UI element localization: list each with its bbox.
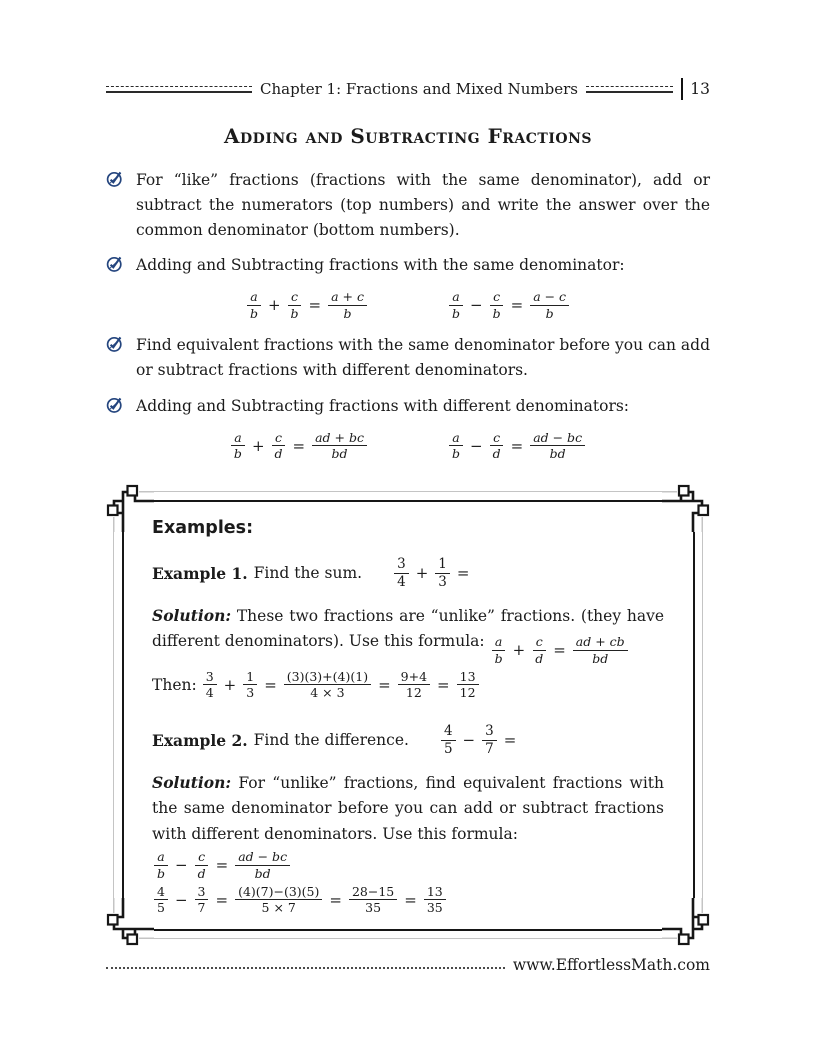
bullet-item-4	[106, 394, 710, 419]
example2-label: Example 2.	[152, 730, 248, 750]
solution-label: Solution:	[152, 772, 232, 792]
check-circle-icon	[106, 396, 124, 419]
example2-prompt: Find the difference.	[253, 731, 409, 750]
bullet-text: Adding and Subtracting fractions with different denominators:	[136, 397, 630, 416]
footer-dotted-rule	[106, 967, 505, 969]
solution-label: Solution:	[152, 605, 232, 625]
example1-prompt: Find the sum.	[253, 564, 363, 583]
bullet-item-3	[106, 333, 710, 383]
example1-formula: $\frac{a}{b}$ + $\frac{c}{d}$ = $\frac{ad + cb}{bd}$	[490, 634, 630, 666]
check-circle-icon	[106, 255, 124, 278]
bullet-item-1	[106, 168, 710, 242]
page-number: 13	[690, 80, 710, 98]
example2-formula-line	[152, 849, 664, 881]
then-label: Then:	[152, 675, 197, 694]
page-header	[106, 78, 710, 100]
bullet-text: For “like” fractions (fractions with the same denominator), add or subtract the numerators (top numbers) and write the answer over the common denominator (bottom numbers).	[136, 171, 710, 239]
example2-solution	[152, 770, 664, 848]
section-title: Adding and Subtracting Fractions	[224, 124, 592, 148]
example2-computation: $\frac{4}{5}$ − $\frac{3}{7}$ = $\frac{(4)(7)-(3)(5)}{5 \times 7}$ = $\frac{28-15}{35}$ = $\frac{13}{35}$	[152, 884, 448, 916]
example1-solution	[152, 603, 664, 667]
example1-problem	[152, 556, 664, 591]
page-footer	[106, 956, 710, 1056]
examples-content	[124, 502, 692, 928]
example2-steps	[152, 884, 664, 916]
example1-computation: $\frac{3}{4}$ + $\frac{1}{3}$ = $\frac{(3)(3)+(4)(1)}{4 \times 3}$ = $\frac{9+4}{12}$ = $\frac{13}{12}$	[201, 669, 481, 701]
formula-like-add: $\frac{a}{b}$ + $\frac{c}{b}$ = $\frac{a + c}{b}$	[245, 289, 369, 321]
solution-text: For “unlike” fractions, find equivalent fractions with the same denominator before you can add or subtract fractions with different denominators. Use this formula:	[152, 773, 664, 843]
bullet-list	[106, 168, 710, 474]
bullet-text: Find equivalent fractions with the same denominator before you can add or subtract fractions with different denominators.	[136, 336, 710, 380]
formula-unlike-add: $\frac{a}{b}$ + $\frac{c}{d}$ = $\frac{ad + bc}{bd}$	[229, 430, 369, 462]
page-number-divider	[681, 78, 684, 100]
check-circle-icon	[106, 170, 124, 242]
header-rule-left	[106, 86, 252, 93]
formula-unlike-sub: $\frac{a}{b}$ − $\frac{c}{d}$ = $\frac{ad - bc}{bd}$	[447, 430, 587, 462]
bullet-text: Adding and Subtracting fractions with the same denominator:	[136, 256, 625, 275]
example1-expression: $\frac{3}{4}$ + $\frac{1}{3}$ =	[392, 556, 474, 591]
bullet-item-2	[106, 253, 710, 278]
example1-label: Example 1.	[152, 563, 248, 583]
different-denominator-formulas	[106, 430, 710, 462]
example1-steps	[152, 669, 664, 701]
solution-text: These two fractions are “unlike” fractions. (they have different denominators). Use this formula:	[152, 606, 664, 651]
formula-like-sub: $\frac{a}{b}$ − $\frac{c}{b}$ = $\frac{a - c}{b}$	[447, 289, 571, 321]
footer-website: www.EffortlessMath.com	[512, 956, 710, 974]
header-rule-right	[586, 86, 673, 93]
check-circle-icon	[106, 335, 124, 383]
examples-heading: Examples:	[152, 518, 254, 539]
examples-box	[106, 484, 710, 946]
chapter-title: Chapter 1: Fractions and Mixed Numbers	[260, 80, 578, 98]
example2-expression: $\frac{4}{5}$ − $\frac{3}{7}$ =	[439, 723, 521, 758]
same-denominator-formulas	[106, 289, 710, 321]
example2-problem	[152, 723, 664, 758]
example2-formula: $\frac{a}{b}$ − $\frac{c}{d}$ = $\frac{ad - bc}{bd}$	[152, 849, 292, 881]
